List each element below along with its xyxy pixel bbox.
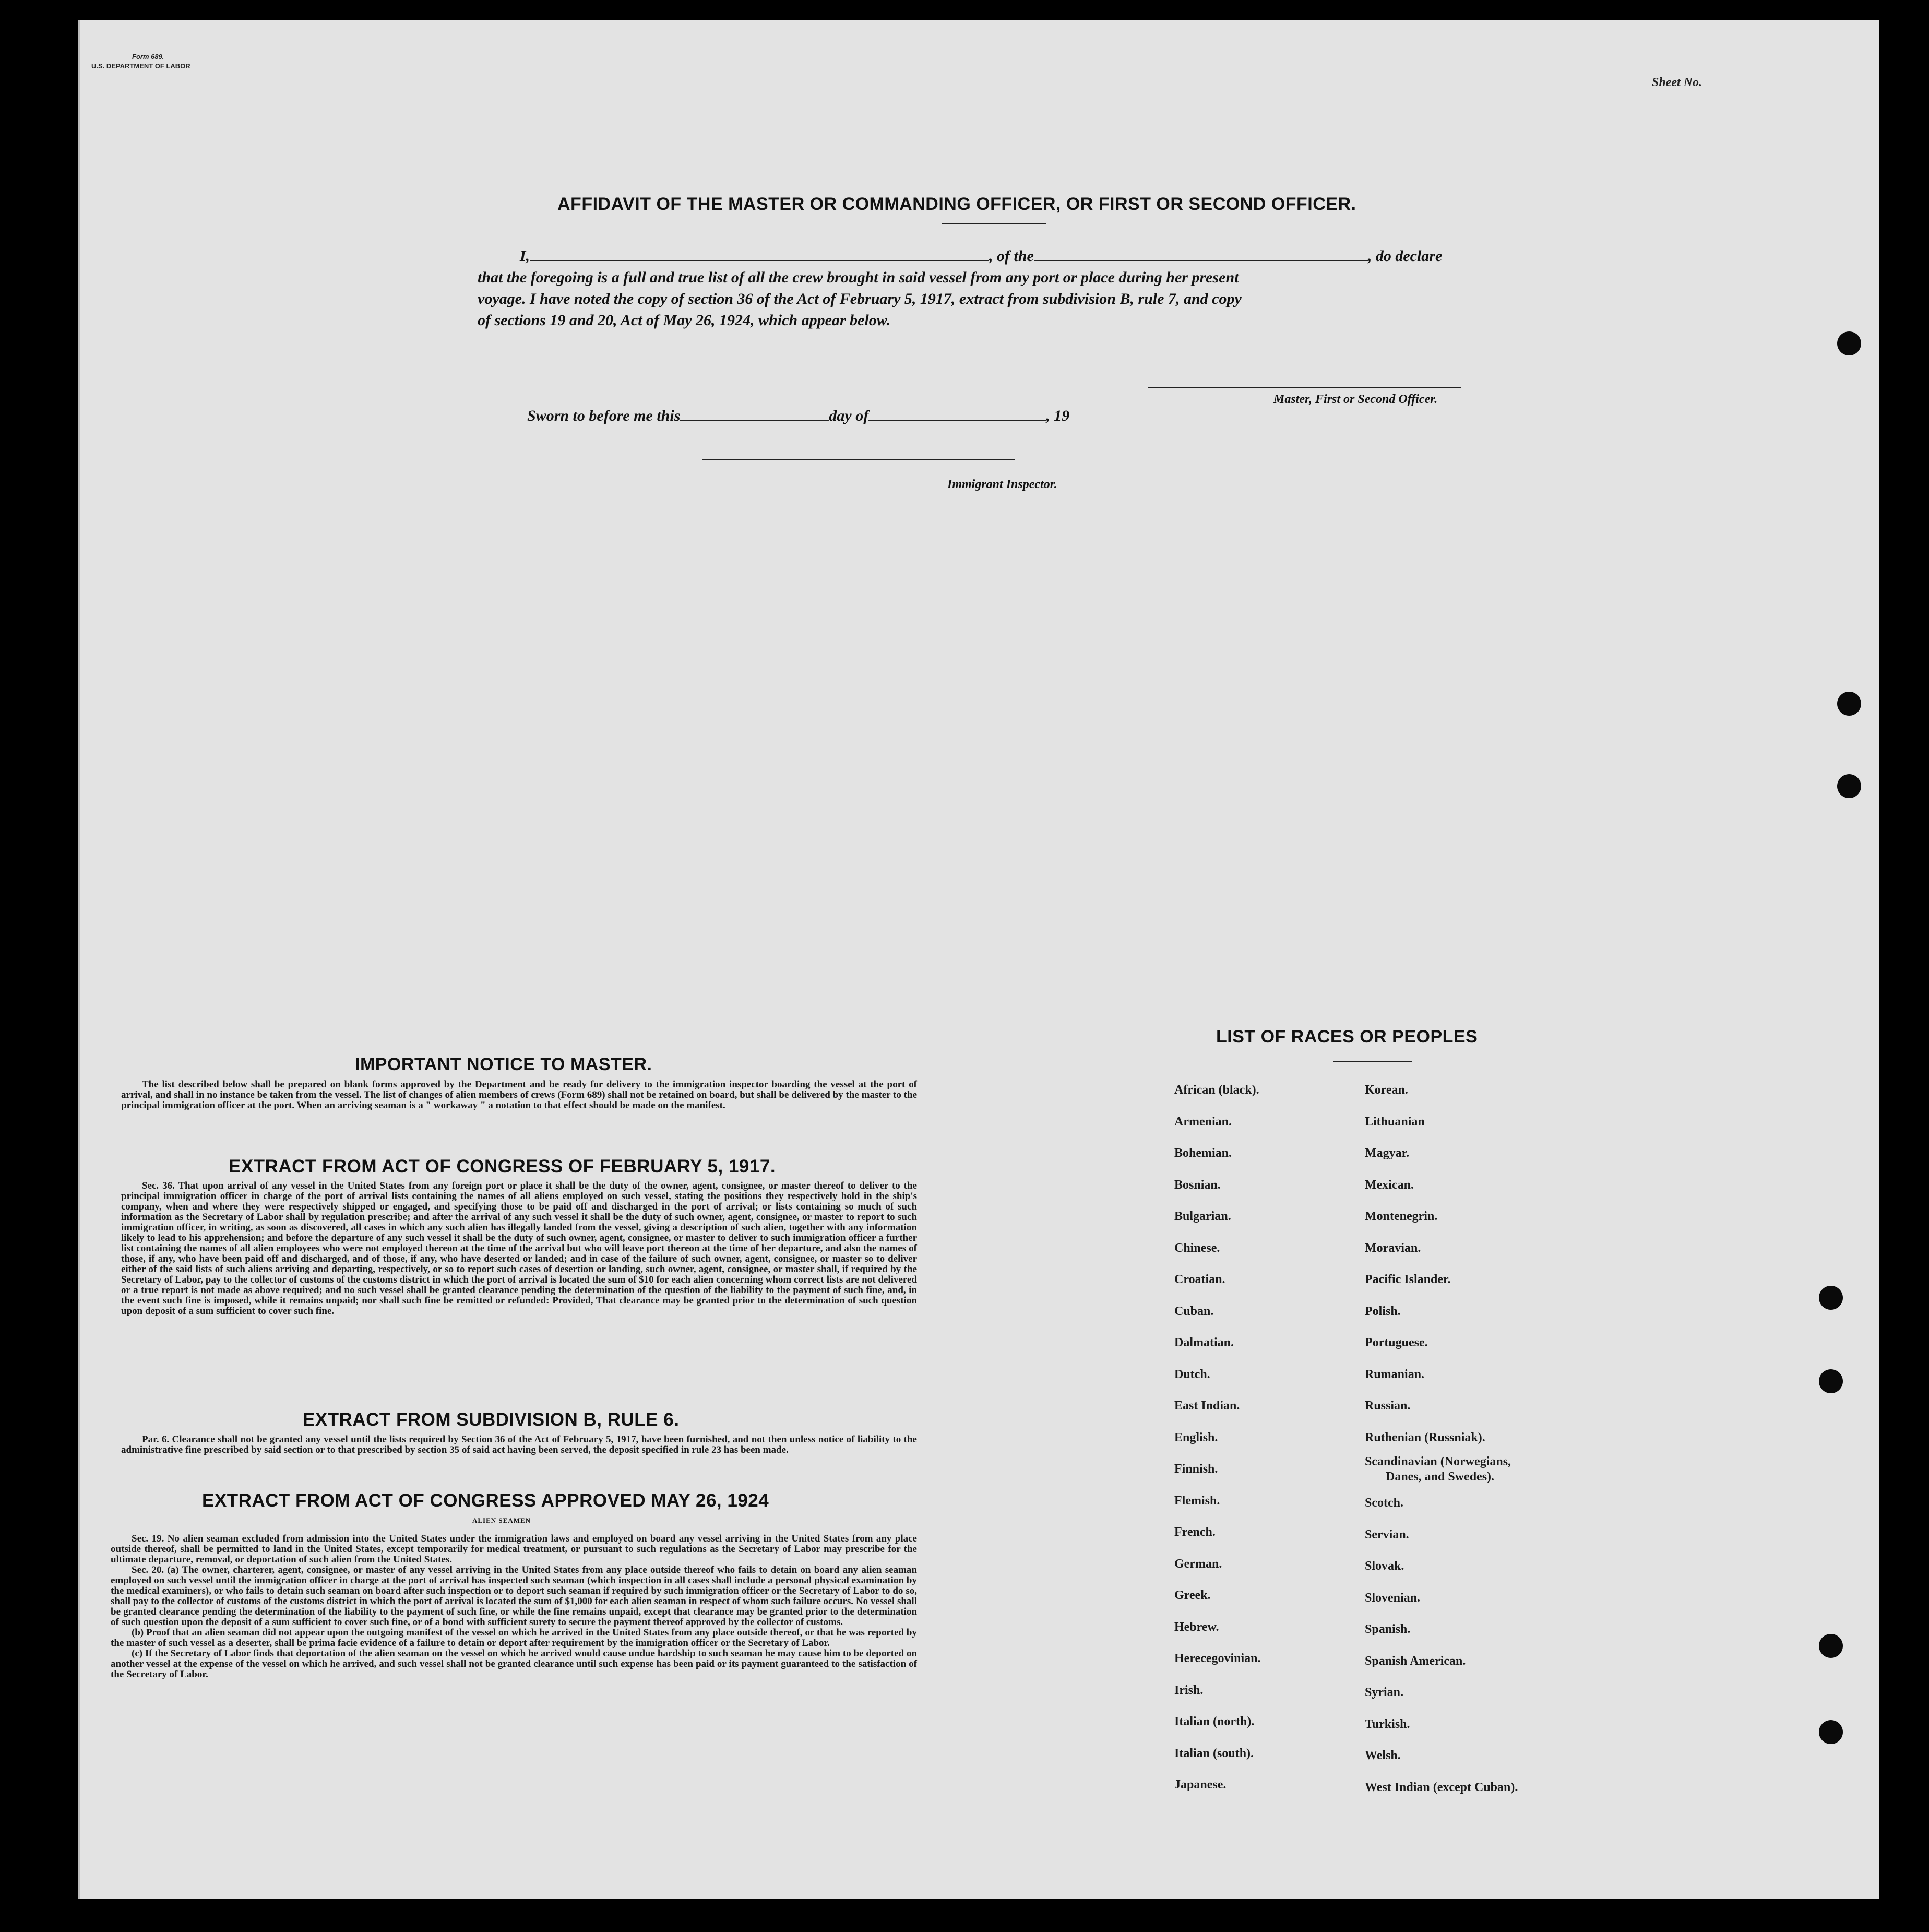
- race-item: Pacific Islander.: [1365, 1273, 1451, 1286]
- race-item: Flemish.: [1174, 1494, 1220, 1508]
- of-the-label: , of the: [989, 247, 1034, 265]
- race-item: Polish.: [1365, 1304, 1401, 1318]
- race-item: French.: [1174, 1525, 1216, 1539]
- punch-hole: [1819, 1286, 1843, 1310]
- master-signature-label: Master, First or Second Officer.: [1273, 393, 1438, 406]
- notice-text: [121, 1080, 917, 1111]
- month-field[interactable]: [868, 406, 1046, 421]
- race-item: Danes, and Swedes).: [1386, 1470, 1495, 1484]
- divider: [942, 223, 1046, 224]
- affidavit-body: [478, 245, 1501, 331]
- race-item: Cuban.: [1174, 1304, 1214, 1318]
- race-item: Russian.: [1365, 1399, 1411, 1413]
- race-item: Moravian.: [1365, 1241, 1421, 1255]
- punch-hole: [1837, 692, 1861, 716]
- punch-hole: [1819, 1634, 1843, 1658]
- race-item: English.: [1174, 1430, 1218, 1444]
- department-name: U.S. DEPARTMENT OF LABOR: [91, 62, 190, 70]
- extract-1917-text: [121, 1181, 917, 1317]
- section-20c-paragraph: (c) If the Secretary of Labor finds that deportation of the alien seaman on the vessel on which he arrived would cause undue hardship to such seaman he may cause him to be deported on another vessel at the expense of the vessel on which he arrived, and such vessel shall not be granted clearance until such expense has been paid or its payment guaranteed to the satisfaction of the Secretary of Labor.: [111, 1648, 917, 1680]
- i-label: I,: [519, 247, 530, 265]
- race-item: Dutch.: [1174, 1367, 1210, 1381]
- extract-1917-title: EXTRACT FROM ACT OF CONGRESS OF FEBRUARY 5, 1917.: [229, 1156, 776, 1177]
- extract-1924-text: [111, 1534, 917, 1680]
- race-item: Scandinavian (Norwegians,: [1365, 1455, 1511, 1468]
- inspector-label: Immigrant Inspector.: [947, 478, 1057, 491]
- rule-6-text: [121, 1435, 917, 1455]
- race-item: Armenian.: [1174, 1115, 1232, 1129]
- race-item: African (black).: [1174, 1083, 1259, 1097]
- race-item: Bosnian.: [1174, 1178, 1221, 1192]
- notice-title: IMPORTANT NOTICE TO MASTER.: [355, 1054, 652, 1074]
- section-19-paragraph: Sec. 19. No alien seaman excluded from admission into the United States under the immigration laws and employed on board any vessel arriving in the United States from any place outside thereof, shall be permitted to land in the United States, except temporarily for medical treatment, or pursuant to such regulations as the Secretary of Labor may prescribe for the ultimate departure, removal, or deportation of such alien from the United States.: [111, 1533, 917, 1565]
- race-item: Bohemian.: [1174, 1146, 1232, 1160]
- section-36-paragraph: Sec. 36. That upon arrival of any vessel in the United States from any foreign port or place it shall be the duty of the owner, agent, consignee, or master thereof to deliver to the principal immigration officer in charge of the port of arrival lists containing the names of all aliens employed on such vessel, stating the positions they respectively hold in the ship's company, when and where they were respectively shipped or engaged, and specifying those to be paid off and discharged in the port of arrival; or lists containing so much of such information as the Secretary of Labor shall by regulation prescribe; and after the arrival of any such vessel it shall be the duty of such owner, agent, consignee, or master to report to such immigration officer, in writing, as soon as discovered, all cases in which any such alien has illegally landed from the vessel, giving a description of such alien, together with any information likely to lead to his apprehension; and before the departure of any such vessel it shall be the duty of such owner, agent, consignee, or master to deliver to such immigration officer a further list containing the names of all alien employees who were not employed thereon at the time of the arrival but who will leave port thereon at the time of her departure, and also the names of those, if any, who have been paid off and discharged, and of those, if any, who have deserted or landed; and in case of the failure of such owner, agent, consignee, or master so to deliver either of the said lists of such aliens arriving and departing, respectively, or so to report such cases of desertion or landing, such owner, agent, consignee, or master shall, if required by the Secretary of Labor, pay to the collector of customs of the customs district in which the port of arrival is located the sum of $10 for each alien concerning whom correct lists are not delivered or a true report is not made as above required; and no such vessel shall be granted clearance pending the determination of the question of the liability to the payment of such fine, and, in the event such fine is imposed, while it remains unpaid; nor shall such fine be remitted or refunded: Provided, That clearance may be granted prior to the determination of such question upon deposit of a sum sufficient to cover such fine.: [121, 1180, 917, 1317]
- race-item: Croatian.: [1174, 1273, 1225, 1286]
- sworn-label: Sworn to before me this: [527, 407, 681, 424]
- race-item: Hebrew.: [1174, 1620, 1219, 1634]
- section-20a-paragraph: Sec. 20. (a) The owner, charterer, agent, consignee, or master of any vessel arriving in the United States from any place outside thereof who fails to detain on board any alien seaman employed on such vessel until the immigration officer in charge at the port of arrival has inspected such seaman (which inspection in all cases shall include a personal physical examination by the medical examiners), or who fails to detain such seaman on board after such inspection or to deport such seaman if required by such immigration officer or the Secretary of Labor to do so, shall pay to the collector of customs of the customs district in which the port of arrival is located the sum of $1,000 for each alien seaman in respect of whom such failure occurs. No vessel shall be granted clearance pending the determination of the liability to the payment of such fine, or while the fine remains unpaid, except that clearance may be granted prior to the determination of such question upon the deposit of a sum sufficient to cover such fine, or of a bond with sufficient surety to secure the payment thereof approved by the collector of customs.: [111, 1564, 917, 1628]
- race-item: Welsh.: [1365, 1749, 1401, 1762]
- race-item: German.: [1174, 1557, 1222, 1571]
- do-declare-label: , do declare: [1367, 247, 1443, 265]
- form-header: [91, 52, 190, 71]
- race-item: Herecegovinian.: [1174, 1652, 1261, 1665]
- affidavit-line-2: that the foregoing is a full and true list of all the crew brought in said vessel from any port or place during her present: [478, 269, 1239, 286]
- punch-hole: [1819, 1369, 1843, 1393]
- race-item: Finnish.: [1174, 1462, 1218, 1476]
- punch-hole: [1837, 331, 1861, 355]
- race-item: Montenegrin.: [1365, 1210, 1438, 1223]
- name-field[interactable]: [530, 246, 989, 261]
- race-item: Japanese.: [1174, 1778, 1227, 1792]
- day-of-label: day of: [829, 407, 869, 424]
- sworn-line: [527, 406, 1069, 425]
- alien-seamen-subtitle: ALIEN SEAMEN: [472, 1516, 531, 1524]
- race-item: Irish.: [1174, 1683, 1204, 1697]
- affidavit-title: AFFIDAVIT OF THE MASTER OR COMMANDING OFFICER, OR FIRST OR SECOND OFFICER.: [557, 194, 1356, 214]
- race-item: Italian (south).: [1174, 1746, 1254, 1760]
- extract-1924-title: EXTRACT FROM ACT OF CONGRESS APPROVED MAY 26, 1924: [202, 1490, 769, 1511]
- punch-hole: [1819, 1720, 1843, 1744]
- race-item: Bulgarian.: [1174, 1210, 1231, 1223]
- race-item: Servian.: [1365, 1527, 1409, 1542]
- master-signature-line[interactable]: [1148, 387, 1461, 388]
- races-right-column: [1365, 1074, 1518, 1803]
- sheet-number: [1652, 76, 1778, 90]
- day-field[interactable]: [680, 406, 829, 421]
- race-item: Dalmatian.: [1174, 1336, 1234, 1349]
- race-item: Syrian.: [1365, 1686, 1404, 1699]
- rule-6-paragraph: Par. 6. Clearance shall not be granted any vessel until the lists required by Section 36 of the Act of February 5, 1917, have been furnished, and not then unless notice of liability to the administrative fine prescribed by said section or to that prescribed by section 35 of said act having been served, the deposit specified in rule 23 has been made.: [121, 1434, 917, 1455]
- race-item: West Indian (except Cuban).: [1365, 1780, 1518, 1794]
- affidavit-line-3: voyage. I have noted the copy of section 36 of the Act of February 5, 1917, extract from subdivision B, rule 7, and copy: [478, 290, 1242, 307]
- race-item: Spanish.: [1365, 1622, 1411, 1636]
- sheet-label: Sheet No.: [1652, 76, 1702, 89]
- race-item: East Indian.: [1174, 1399, 1240, 1413]
- races-title: LIST OF RACES OR PEOPLES: [1216, 1027, 1478, 1047]
- race-item: Rumanian.: [1365, 1367, 1425, 1381]
- section-20b-paragraph: (b) Proof that an alien seaman did not appear upon the outgoing manifest of the vessel on which he arrived in the United States from any place outside thereof, or that he was reported by the master of such vessel as a deserter, shall be prima facie evidence of a failure to detain or deport after requirement by the immigration officer or the Secretary of Labor.: [111, 1627, 917, 1649]
- races-left-column: [1174, 1074, 1261, 1801]
- notice-paragraph: The list described below shall be prepared on blank forms approved by the Department and be ready for delivery to the immigration inspector boarding the vessel at the port of arrival, and shall in no instance be taken from the vessel. The list of changes of alien members of crews (Form 689) shall not be retained on board, but shall be delivered by the master to the principal immigration officer at the port. When an arriving seaman is a " workaway " a notation to that effect should be made on the manifest.: [121, 1079, 917, 1111]
- race-item-multiline: [1365, 1453, 1518, 1487]
- race-item: Korean.: [1365, 1083, 1408, 1097]
- affidavit-line-4: of sections 19 and 20, Act of May 26, 1924, which appear below.: [478, 312, 891, 329]
- declaration-line: [478, 245, 1501, 267]
- race-item: Spanish American.: [1365, 1654, 1466, 1668]
- race-item: Slovak.: [1365, 1559, 1404, 1573]
- race-item: Portuguese.: [1365, 1336, 1428, 1349]
- race-item: Chinese.: [1174, 1241, 1220, 1255]
- punch-hole: [1837, 774, 1861, 798]
- vessel-field[interactable]: [1034, 246, 1368, 261]
- race-item: Greek.: [1174, 1589, 1211, 1602]
- race-item: Italian (north).: [1174, 1715, 1255, 1728]
- race-item: Ruthenian (Russniak).: [1365, 1430, 1485, 1444]
- race-item: Lithuanian: [1365, 1115, 1425, 1129]
- race-item: Scotch.: [1365, 1496, 1403, 1510]
- form-number: Form 689.: [132, 53, 164, 61]
- race-item: Slovenian.: [1365, 1591, 1421, 1605]
- divider: [1333, 1061, 1412, 1062]
- rule-6-title: EXTRACT FROM SUBDIVISION B, RULE 6.: [303, 1409, 680, 1430]
- inspector-signature-line[interactable]: [702, 459, 1015, 460]
- year-label: , 19: [1046, 407, 1070, 424]
- race-item: Turkish.: [1365, 1717, 1410, 1731]
- race-item: Magyar.: [1365, 1146, 1410, 1160]
- race-item: Mexican.: [1365, 1178, 1414, 1192]
